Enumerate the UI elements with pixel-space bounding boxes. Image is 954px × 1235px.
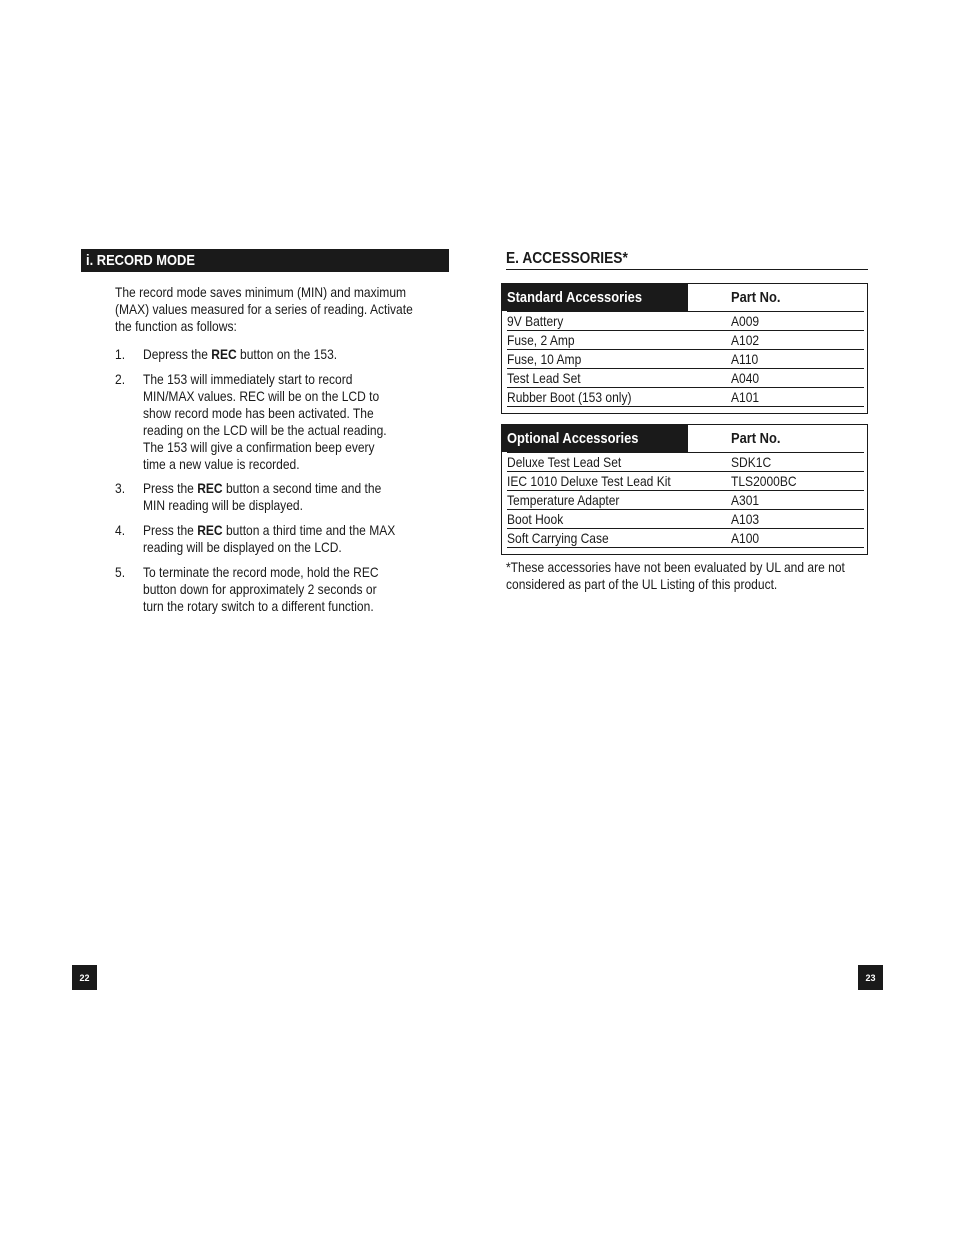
part-number: A100 bbox=[731, 530, 760, 546]
table-row bbox=[507, 472, 864, 491]
step-number: 3. bbox=[115, 480, 126, 496]
table-row bbox=[507, 510, 864, 529]
step-line bbox=[143, 346, 337, 363]
step-line bbox=[143, 598, 379, 615]
accessory-name: 9V Battery bbox=[507, 313, 564, 329]
step-text bbox=[143, 564, 417, 615]
table-category bbox=[502, 425, 688, 452]
step-line bbox=[143, 564, 379, 581]
step-line-text: button a second time and the bbox=[222, 480, 382, 496]
step-text bbox=[143, 346, 369, 363]
accessory-name: Rubber Boot (153 only) bbox=[507, 389, 632, 405]
step-line-text: button down for approximately 2 seconds or bbox=[143, 581, 377, 597]
step-number: 1. bbox=[115, 346, 126, 362]
intro-paragraph bbox=[115, 284, 475, 335]
step-line-text: time a new value is recorded. bbox=[143, 456, 300, 472]
table-row bbox=[507, 369, 864, 388]
step-line bbox=[143, 539, 395, 556]
step-line bbox=[143, 456, 387, 473]
accessory-table bbox=[501, 424, 868, 555]
step-line-text: Press the bbox=[143, 522, 198, 538]
part-number: A009 bbox=[731, 313, 760, 329]
step-line bbox=[143, 405, 387, 422]
footnote bbox=[506, 559, 900, 593]
table-category-label: Optional Accessories bbox=[507, 430, 639, 447]
part-number: SDK1C bbox=[731, 454, 772, 470]
step-line bbox=[143, 497, 381, 514]
accessory-name: Soft Carrying Case bbox=[507, 530, 609, 546]
step-number: 4. bbox=[115, 522, 126, 538]
table-row bbox=[507, 529, 864, 548]
table-row bbox=[507, 452, 864, 472]
step-line bbox=[143, 581, 379, 598]
footnote-line: considered as part of the UL Listing of this product. bbox=[506, 576, 778, 592]
step-line-text: reading will be displayed on the LCD. bbox=[143, 539, 342, 555]
step-text bbox=[143, 522, 436, 556]
step-line bbox=[143, 439, 387, 456]
rec-button-label: REC bbox=[197, 522, 223, 538]
table-body bbox=[502, 311, 867, 413]
part-number: A103 bbox=[731, 511, 760, 527]
part-number-header: Part No. bbox=[731, 289, 781, 306]
footnote-line: *These accessories have not been evaluated by UL and are not bbox=[506, 559, 845, 575]
intro-line: The record mode saves minimum (MIN) and maximum bbox=[115, 284, 407, 300]
rec-button-label: REC bbox=[197, 480, 223, 496]
step-line-text: Depress the bbox=[143, 346, 212, 362]
step-text bbox=[143, 480, 420, 514]
accessory-table bbox=[501, 283, 868, 414]
part-number: A040 bbox=[731, 370, 760, 386]
step-line bbox=[143, 388, 387, 405]
step-line-text: The 153 will give a confirmation beep every bbox=[143, 439, 375, 455]
step-line-text: show record mode has been activated. The bbox=[143, 405, 374, 421]
accessory-name: Boot Hook bbox=[507, 511, 564, 527]
accessory-name: Test Lead Set bbox=[507, 370, 581, 386]
step-line bbox=[143, 522, 395, 539]
section-heading-text: E. ACCESSORIES* bbox=[506, 250, 628, 267]
part-number: A110 bbox=[731, 351, 759, 367]
step-line bbox=[143, 371, 387, 388]
step-line-text: button a third time and the MAX bbox=[222, 522, 396, 538]
section-heading-record-mode bbox=[81, 249, 449, 272]
step-line-text: The 153 will immediately start to record bbox=[143, 371, 353, 387]
step-line-text: To terminate the record mode, hold the REC bbox=[143, 564, 379, 580]
accessory-name: Fuse, 2 Amp bbox=[507, 332, 575, 348]
step-line-text: MIN reading will be displayed. bbox=[143, 497, 303, 513]
table-header bbox=[502, 425, 867, 452]
step-text bbox=[143, 371, 426, 473]
part-number: A101 bbox=[731, 389, 760, 405]
accessory-name: Fuse, 10 Amp bbox=[507, 351, 582, 367]
accessory-name: Deluxe Test Lead Set bbox=[507, 454, 622, 470]
section-heading-text: i. RECORD MODE bbox=[86, 252, 195, 269]
step-line-text: reading on the LCD will be the actual reading. bbox=[143, 422, 387, 438]
section-heading-accessories bbox=[506, 250, 868, 270]
accessory-name: Temperature Adapter bbox=[507, 492, 620, 508]
part-number-header: Part No. bbox=[731, 430, 781, 447]
part-number: A102 bbox=[731, 332, 760, 348]
rec-button-label: REC bbox=[211, 346, 237, 362]
table-row bbox=[507, 491, 864, 510]
part-number: TLS2000BC bbox=[731, 473, 797, 489]
step-number: 2. bbox=[115, 371, 126, 387]
step-line-text: MIN/MAX values. REC will be on the LCD to bbox=[143, 388, 380, 404]
accessory-name: IEC 1010 Deluxe Test Lead Kit bbox=[507, 473, 671, 489]
table-header bbox=[502, 284, 867, 311]
step-number: 5. bbox=[115, 564, 126, 580]
step-line bbox=[143, 422, 387, 439]
table-category-label: Standard Accessories bbox=[507, 289, 643, 306]
table-row bbox=[507, 311, 864, 331]
step-line-text: turn the rotary switch to a different function. bbox=[143, 598, 374, 614]
intro-line: the function as follows: bbox=[115, 318, 237, 334]
table-row bbox=[507, 331, 864, 350]
table-row bbox=[507, 388, 864, 407]
table-row bbox=[507, 350, 864, 369]
table-body bbox=[502, 452, 867, 554]
table-category bbox=[502, 284, 688, 311]
step-line-text: Press the bbox=[143, 480, 198, 496]
step-line-text: button on the 153. bbox=[236, 346, 338, 362]
page-number-right: 23 bbox=[858, 965, 883, 990]
step-line bbox=[143, 480, 381, 497]
intro-line: (MAX) values measured for a series of reading. Activate bbox=[115, 301, 413, 317]
part-number: A301 bbox=[731, 492, 760, 508]
page-number-left: 22 bbox=[72, 965, 97, 990]
